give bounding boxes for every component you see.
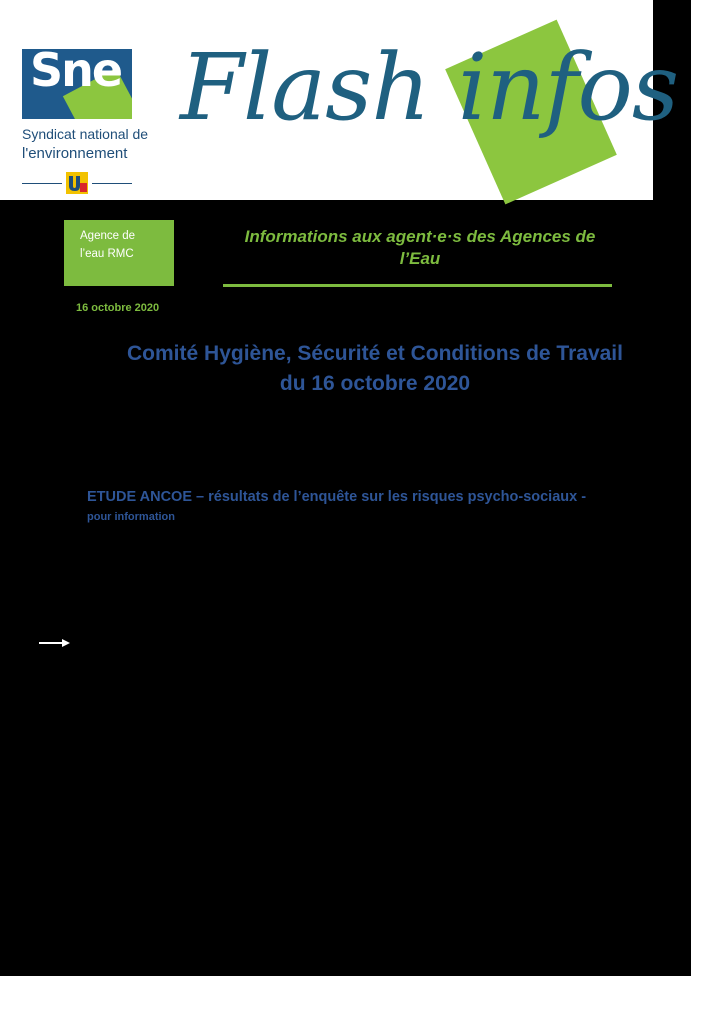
agence-line2: l’eau RMC xyxy=(80,248,134,260)
page-title xyxy=(60,339,690,399)
logo-divider-left xyxy=(22,183,62,184)
info-heading-line1: Informations aux agent·e·s des Agences de xyxy=(244,227,596,246)
page-title-line2: du 16 octobre 2020 xyxy=(279,372,471,395)
logo-subtitle-line1: Syndicat national de xyxy=(22,126,149,142)
section-note: pour information xyxy=(87,511,175,523)
agence-line1: Agence de xyxy=(80,230,135,242)
union-logo-icon xyxy=(66,172,88,194)
arrow-right-icon xyxy=(38,637,72,649)
logo-divider-right xyxy=(92,183,132,184)
section-title: ETUDE ANCOE – résultats de l’enquête sur les risques psycho-sociaux - xyxy=(87,489,587,505)
page-body xyxy=(0,200,691,976)
flash-infos-title: Flash infos xyxy=(180,34,679,141)
info-heading xyxy=(222,226,618,270)
agence-badge xyxy=(64,220,174,286)
info-heading-line2: l’Eau xyxy=(399,249,441,268)
logo-subtitle-line2: l'environnement xyxy=(22,145,128,162)
logo-text: Sne xyxy=(30,43,122,97)
heading-underline xyxy=(223,284,612,287)
publication-date: 16 octobre 2020 xyxy=(76,302,160,314)
page-title-line1: Comité Hygiène, Sécurité et Conditions de Travail xyxy=(127,342,623,365)
